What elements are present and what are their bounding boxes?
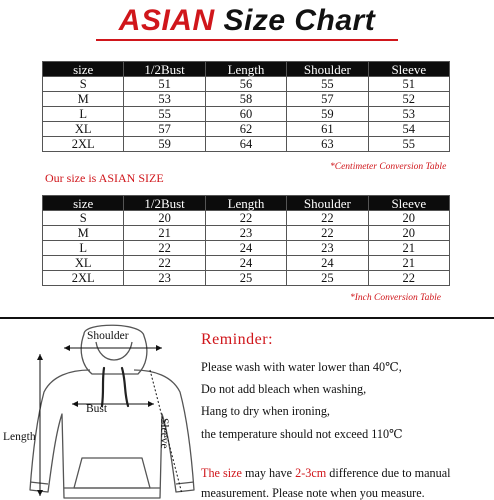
header-cell: Length [205,62,286,77]
table-cell: 22 [287,211,368,226]
table-cell: M [43,226,124,241]
table-cell: L [43,107,124,122]
size-difference-note [201,466,451,481]
table-cell: 58 [205,92,286,107]
table-cell: 24 [205,241,286,256]
title-asian: ASIAN [118,4,215,37]
table-cell: 54 [368,122,449,137]
table-cell: 20 [368,226,449,241]
table-cell: 23 [205,226,286,241]
table-cell: 23 [124,271,205,286]
table-cell: 25 [287,271,368,286]
reminder-line: Do not add bleach when washing, [201,382,367,396]
table-cell: 2XL [43,271,124,286]
table-cell: 51 [368,77,449,92]
table-cell: 25 [205,271,286,286]
length-label: Length [3,431,36,443]
table-row [43,122,450,137]
chart-title [0,4,494,38]
table-cell: XL [43,256,124,271]
table-row [43,77,450,92]
table-row [43,256,450,271]
header-cell: Length [205,196,286,211]
table-cell: 24 [287,256,368,271]
table-cell: 22 [287,226,368,241]
table-cell: S [43,211,124,226]
table-cell: 61 [287,122,368,137]
table-cell: 22 [124,241,205,256]
table-cell: 20 [124,211,205,226]
centimeter-table [42,61,450,152]
header-cell: Sleeve [368,62,449,77]
table-cell: 22 [205,211,286,226]
table-cell: 22 [124,256,205,271]
table-cell: 59 [287,107,368,122]
table-cell: 60 [205,107,286,122]
header-cell: 1/2Bust [124,62,205,77]
table-cell: L [43,241,124,256]
table-cell: 21 [124,226,205,241]
table-cell: M [43,92,124,107]
table-header-row [43,62,450,77]
table-cell: 62 [205,122,286,137]
note-may-have: may have [241,466,296,480]
header-cell: size [43,196,124,211]
inch-table [42,195,450,286]
header-cell: Shoulder [287,62,368,77]
header-cell: Shoulder [287,196,368,211]
title-underline [96,39,398,41]
note-difference: difference due to manual [326,466,451,480]
table-cell: 23 [287,241,368,256]
table-cell: 55 [287,77,368,92]
our-size-note: Our size is ASIAN SIZE [45,171,164,185]
reminder-line: Please wash with water lower than 40℃, [201,360,402,374]
table-cell: 20 [368,211,449,226]
table-row [43,241,450,256]
header-cell: 1/2Bust [124,196,205,211]
table-cell: 55 [368,137,449,152]
table-row [43,271,450,286]
header-cell: size [43,62,124,77]
table-cell: 53 [368,107,449,122]
table-cell: 57 [124,122,205,137]
reminder-title: Reminder: [201,331,274,348]
shoulder-label: Shoulder [87,330,129,342]
table-row [43,226,450,241]
table-row [43,92,450,107]
table-header-row [43,196,450,211]
table-cell: 53 [124,92,205,107]
sleeve-label: Sleeve [158,418,170,449]
table-cell: 24 [205,256,286,271]
note-range: 2-3cm [295,466,327,480]
title-rest: Size Chart [214,4,376,37]
bust-label: Bust [86,403,108,415]
table-cell: 2XL [43,137,124,152]
table-cell: 21 [368,241,449,256]
table-cell: S [43,77,124,92]
table-cell: XL [43,122,124,137]
reminder-line: the temperature should not exceed 110℃ [201,427,403,441]
centimeter-note: *Centimeter Conversion Table [330,162,447,172]
table-cell: 22 [368,271,449,286]
table-cell: 64 [205,137,286,152]
inch-note: *Inch Conversion Table [350,293,441,303]
table-row [43,137,450,152]
note-the-size: The size [201,466,242,480]
table-cell: 57 [287,92,368,107]
reminder-line: Hang to dry when ironing, [201,404,330,418]
table-cell: 51 [124,77,205,92]
table-row [43,211,450,226]
section-divider [0,317,494,319]
table-cell: 59 [124,137,205,152]
measurement-note: measurement. Please note when you measure. [201,486,425,500]
header-cell: Sleeve [368,196,449,211]
table-cell: 21 [368,256,449,271]
table-row [43,107,450,122]
table-cell: 52 [368,92,449,107]
table-cell: 55 [124,107,205,122]
table-cell: 56 [205,77,286,92]
table-cell: 63 [287,137,368,152]
